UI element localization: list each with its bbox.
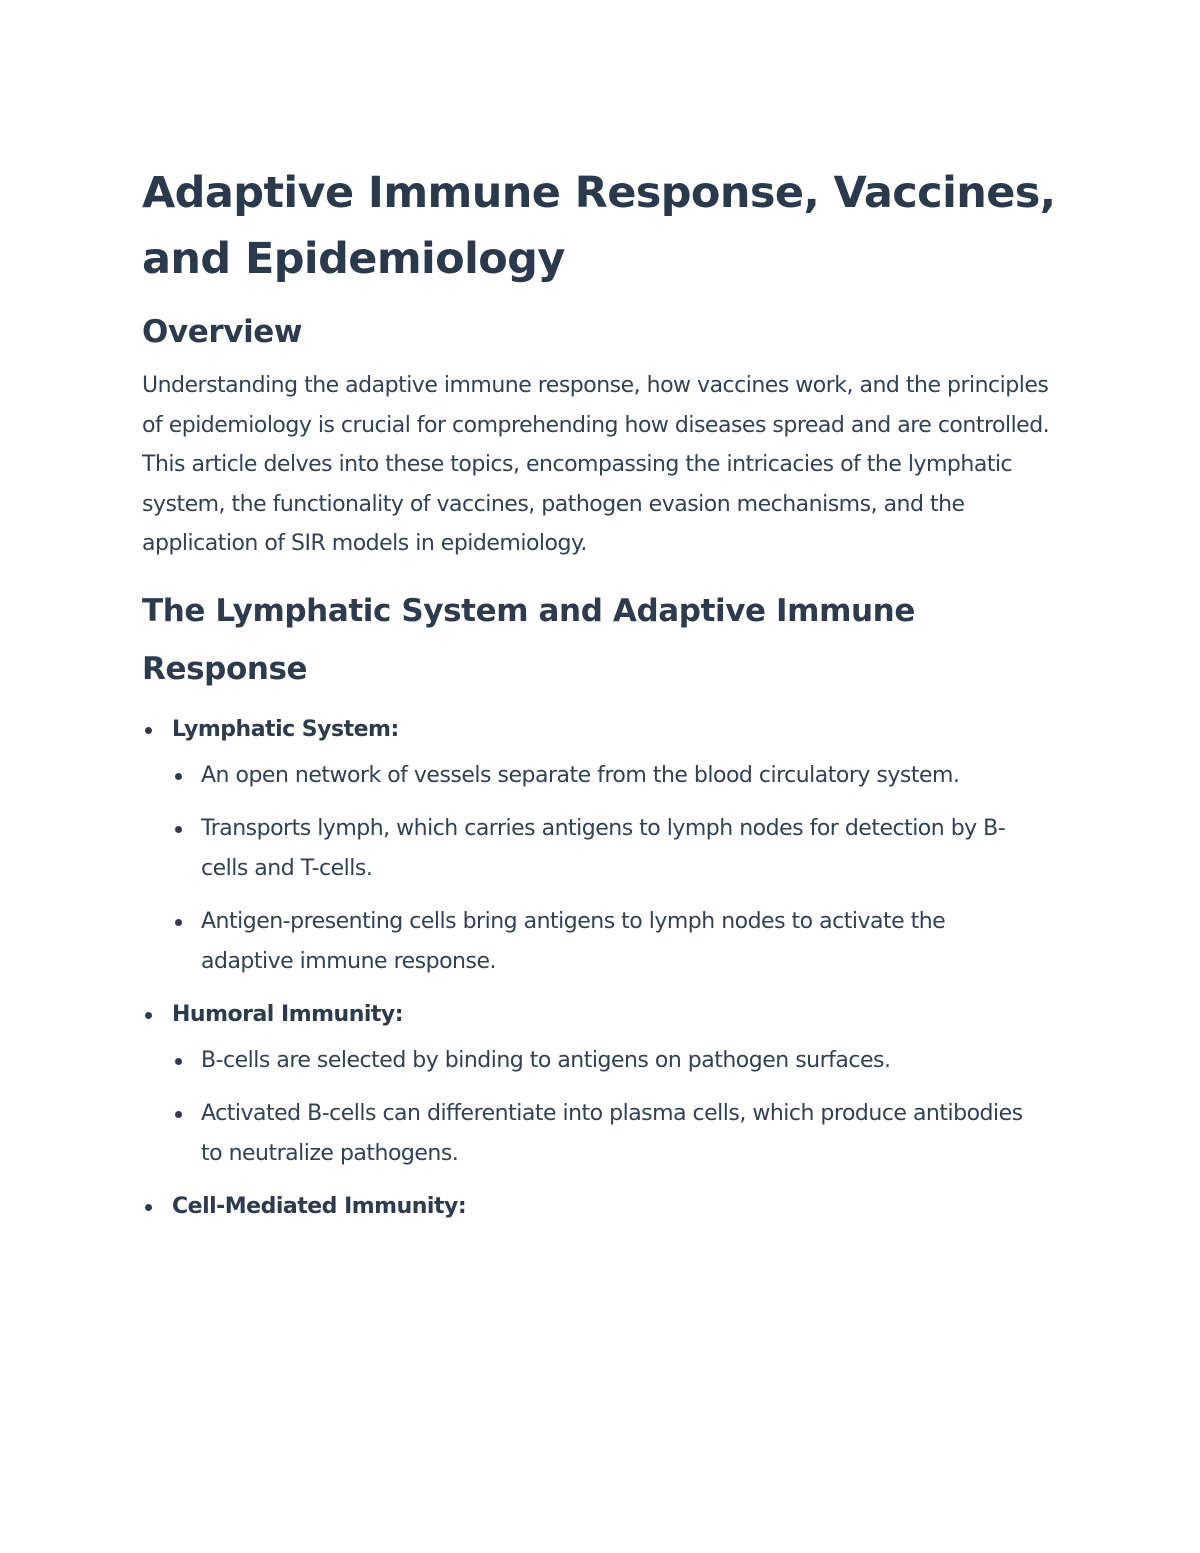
list-item-label: Lymphatic System: xyxy=(172,716,399,742)
list-item-cell-mediated-immunity xyxy=(142,1187,1072,1227)
list-item-humoral-immunity xyxy=(142,995,1072,1174)
sub-list-item: Transports lymph, which carries antigens to lymph nodes for detection by B-cells and T-cells. xyxy=(172,809,1031,889)
topic-list xyxy=(142,710,1072,1227)
list-item-lymphatic-system xyxy=(142,710,1072,982)
document-page xyxy=(142,160,1072,1233)
sub-list-item: Antigen-presenting cells bring antigens to lymph nodes to activate the adaptive immune response. xyxy=(172,902,1031,982)
sub-list-item: B-cells are selected by binding to antigens on pathogen surfaces. xyxy=(172,1041,1031,1081)
list-item-label: Humoral Immunity: xyxy=(172,1001,404,1027)
sub-list-item: An open network of vessels separate from the blood circulatory system. xyxy=(172,756,1031,796)
section-heading-lymphatic: The Lymphatic System and Adaptive Immune Response xyxy=(142,592,915,687)
page-title: Adaptive Immune Response, Vaccines, and Epidemiology xyxy=(142,168,1056,284)
sub-list xyxy=(172,756,1072,982)
overview-heading: Overview xyxy=(142,314,303,350)
overview-paragraph: Understanding the adaptive immune response, how vaccines work, and the principles of epidemiology is crucial for comprehending how diseases spread and are controlled. This article delves into these topics, encompassing the intricacies of the lymphatic system, the functionality of vaccines, pathogen evasion mechanisms, and the application of SIR models in epidemiology. xyxy=(142,373,1050,556)
sub-list-item: Activated B-cells can differentiate into plasma cells, which produce antibodies to neutralize pathogens. xyxy=(172,1094,1031,1174)
sub-list xyxy=(172,1041,1072,1174)
list-item-label: Cell-Mediated Immunity: xyxy=(172,1193,467,1219)
